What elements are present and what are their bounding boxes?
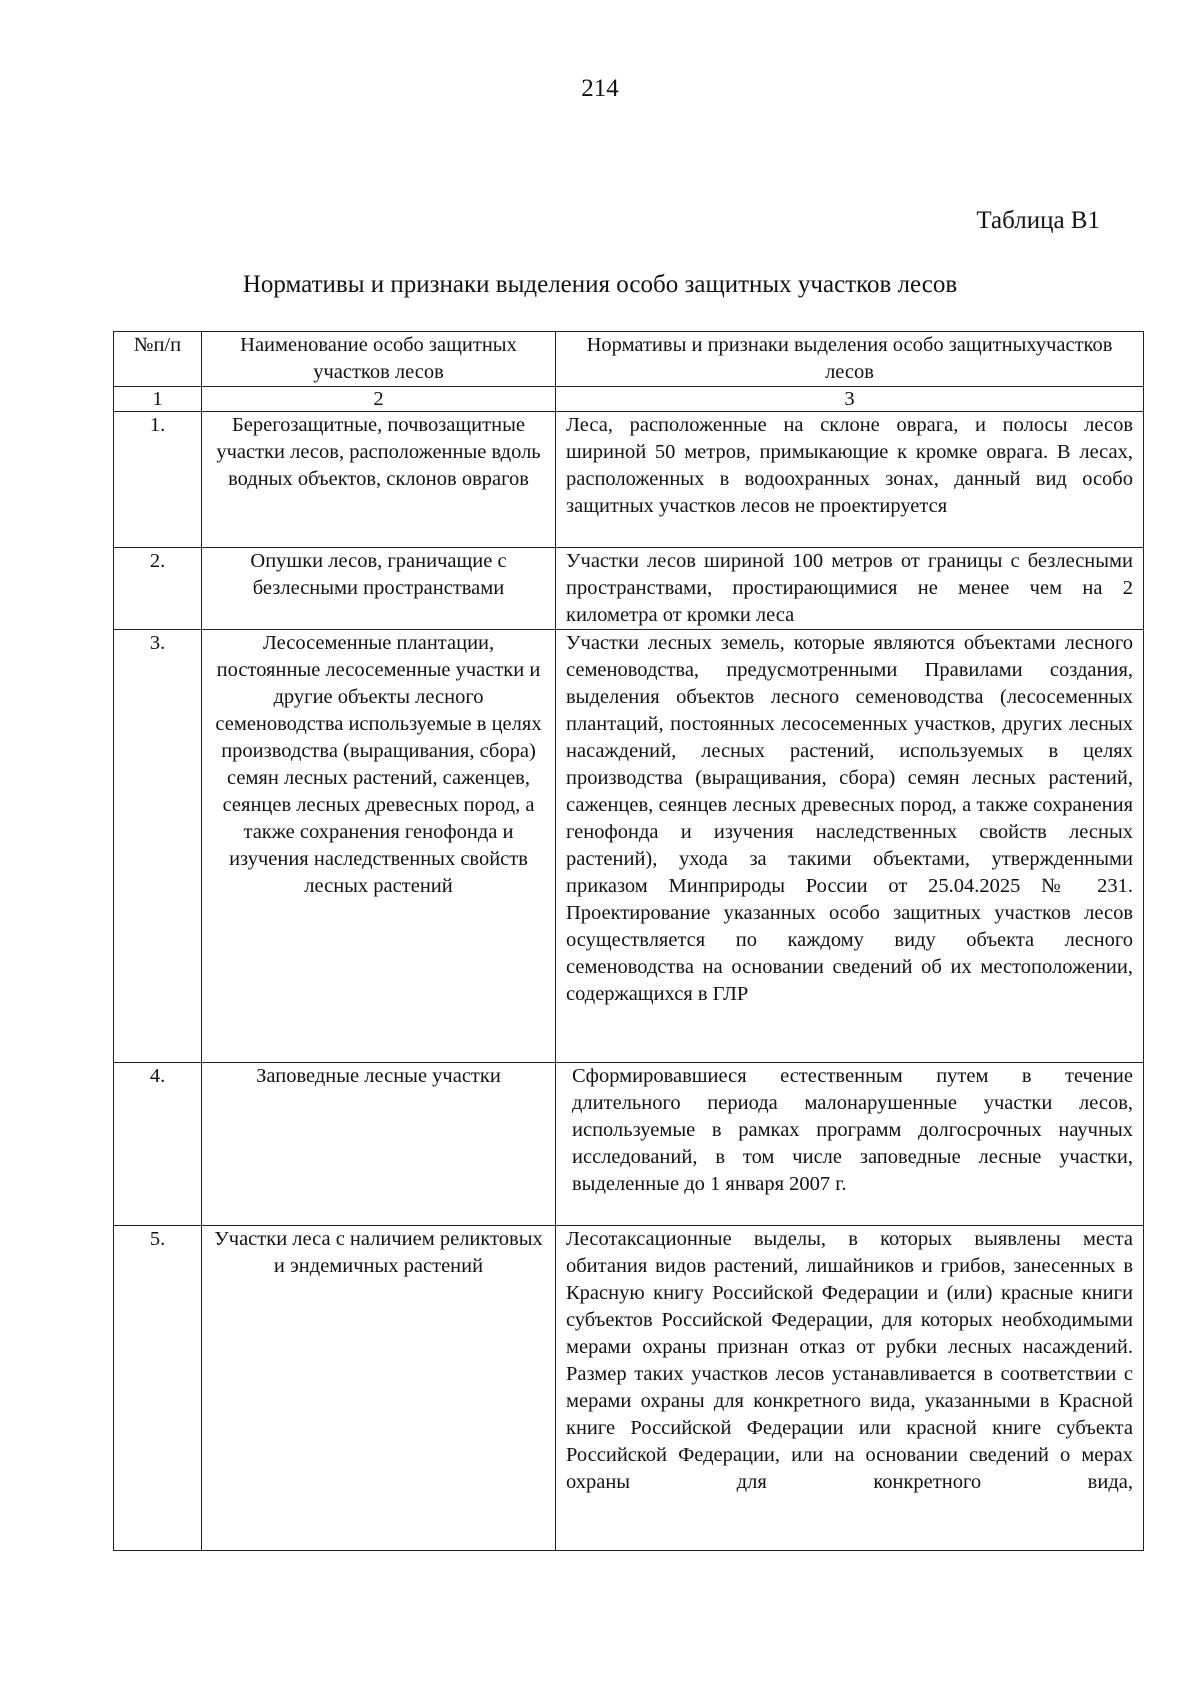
table-row [114, 1063, 1144, 1226]
row-number: 1. [114, 412, 202, 548]
table-title: Нормативы и признаки выделения особо защитных участков лесов [242, 271, 958, 298]
table-row [114, 1226, 1144, 1551]
table-row [114, 548, 1144, 630]
table-header-row [114, 332, 1144, 387]
row-number: 2. [114, 548, 202, 630]
row-name: Участки леса с наличием реликтовых и эндемичных растений [202, 1226, 556, 1551]
row-norms: Сформировавшиеся естественным путем в течение длительного периода малонарушенные участки лесов, используемые в рамках программ долгосрочных научных исследований, в том числе заповедные лесные участки, выделенные до 1 января 2007 г. [556, 1063, 1144, 1226]
norms-table [113, 331, 1144, 1551]
table-row [114, 412, 1144, 548]
row-name: Берегозащитные, почвозащитные участки лесов, расположенные вдоль водных объектов, склонов оврагов [202, 412, 556, 548]
row-norms: Леса, расположенные на склоне оврага, и полосы лесов шириной 50 метров, примыкающие к кромке оврага. В лесах, расположенных в водоохранных зонах, данный вид особо защитных участков лесов не проектируется [556, 412, 1144, 548]
row-name: Заповедные лесные участки [202, 1063, 556, 1226]
row-norms: Участки лесов шириной 100 метров от границы с безлесными пространствами, простирающимися не менее чем на 2 километра от кромки леса [556, 548, 1144, 630]
column-number-row [114, 387, 1144, 412]
row-number: 4. [114, 1063, 202, 1226]
column-number: 2 [202, 387, 556, 412]
row-norms: Лесотаксационные выделы, в которых выявлены места обитания видов растений, лишайников и грибов, занесенных в Красную книгу Российской Федерации и (или) красные книги субъектов Российской Федерации, для которых необходимыми мерами охраны признан отказ от рубки лесных насаждений. Размер таких участков лесов устанавливается в соответствии с мерами охраны для конкретного вида, указанными в Красной книге Российской Федерации или красной книге субъекта Российской Федерации, или на основании сведений о мерах охраны для конкретного вида, [556, 1226, 1144, 1551]
row-name: Лесосеменные плантации, постоянные лесосеменные участки и другие объекты лесного семеноводства используемые в целях производства (выращивания, сбора) семян лесных растений, саженцев, сеянцев лесных древесных пород, а также сохранения генофонда и изучения наследственных свойств лесных растений [202, 630, 556, 1063]
row-norms: Участки лесных земель, которые являются объектами лесного семеноводства, предусмотренными Правилами создания, выделения объектов лесного семеноводства (лесосеменных плантаций, постоянных лесосеменных участков, других лесных насаждений, лесных растений, используемых в целях производства (выращивания, сбора) семян лесных растений, саженцев, сеянцев лесных древесных пород, а также сохранения генофонда и изучения наследственных свойств лесных растений), ухода за такими объектами, утвержденными приказом Минприроды России от 25.04.2025 № 231. Проектирование указанных особо защитных участков лесов осуществляется по каждому виду объекта лесного семеноводства на основании сведений об их местоположении, содержащихся в ГЛР [556, 630, 1144, 1063]
header-norms: Нормативы и признаки выделения особо защитныхучастков лесов [556, 332, 1144, 387]
table-label: Таблица В1 [976, 207, 1100, 234]
row-name: Опушки лесов, граничащие с безлесными пространствами [202, 548, 556, 630]
column-number: 3 [556, 387, 1144, 412]
column-number: 1 [114, 387, 202, 412]
table-row [114, 630, 1144, 1063]
row-number: 3. [114, 630, 202, 1063]
header-name: Наименование особо защитных участков лесов [202, 332, 556, 387]
row-number: 5. [114, 1226, 202, 1551]
header-number: №п/п [114, 332, 202, 387]
page-number: 214 [581, 75, 619, 102]
